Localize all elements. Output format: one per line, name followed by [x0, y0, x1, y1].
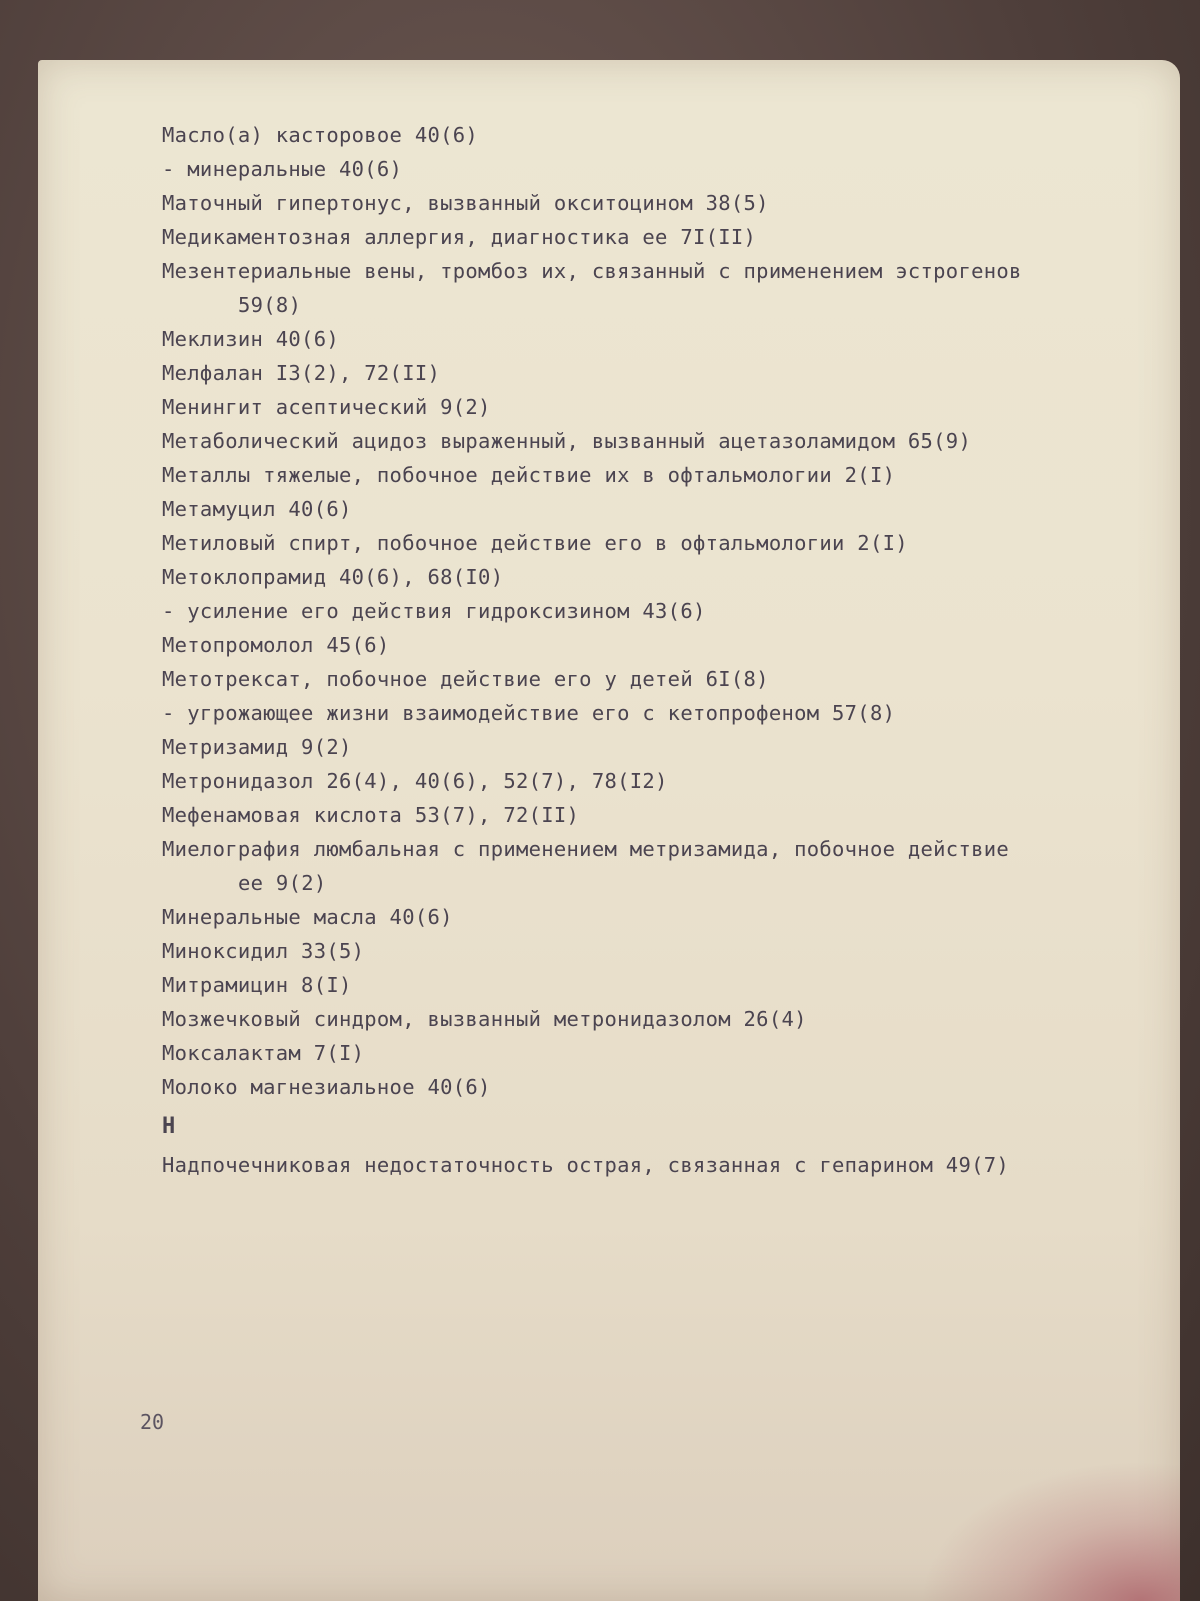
- index-entry: - минеральные 40(6): [162, 157, 403, 181]
- page-number: 20: [140, 1410, 165, 1434]
- index-entry: Мезентериальные вены, тромбоз их, связанный с применением эстрогенов 59(8): [162, 259, 1022, 317]
- index-entry: Метиловый спирт, побочное действие его в офтальмологии 2(I): [162, 531, 908, 555]
- index-entry: Моксалактам 7(I): [162, 1041, 365, 1065]
- index-entry: Метамуцил 40(6): [162, 497, 352, 521]
- index-entry: Менингит асептический 9(2): [162, 395, 491, 419]
- index-entry: Метронидазол 26(4), 40(6), 52(7), 78(I2): [162, 769, 668, 793]
- index-entry: Мозжечковый синдром, вызванный метронидазолом 26(4): [162, 1007, 807, 1031]
- index-entry: Мефенамовая кислота 53(7), 72(II): [162, 803, 580, 827]
- index-entry: Металлы тяжелые, побочное действие их в офтальмологии 2(I): [162, 463, 896, 487]
- index-entry: Маточный гипертонус, вызванный окситоцином 38(5): [162, 191, 769, 215]
- index-entry: Медикаментозная аллергия, диагностика ее 7I(II): [162, 225, 757, 249]
- index-text-block: [162, 118, 1042, 1182]
- index-entry: Митрамицин 8(I): [162, 973, 352, 997]
- index-entry: Миелография люмбальная с применением метризамида, побочное действие ее 9(2): [162, 837, 1010, 895]
- index-entry: Метризамид 9(2): [162, 735, 352, 759]
- index-entry: Миноксидил 33(5): [162, 939, 365, 963]
- index-entry: Метаболический ацидоз выраженный, вызванный ацетазоламидом 65(9): [162, 429, 972, 453]
- index-entry: Минеральные масла 40(6): [162, 905, 453, 929]
- index-entry: Метотрексат, побочное действие его у детей 6I(8): [162, 667, 769, 691]
- index-entry: - угрожающее жизни взаимодействие его с кетопрофеном 57(8): [162, 701, 896, 725]
- page-corner-shadow: [920, 1461, 1180, 1601]
- index-entry: Метоклопрамид 40(6), 68(I0): [162, 565, 504, 589]
- index-entry: - усиление его действия гидроксизином 43(6): [162, 599, 706, 623]
- index-entry: Масло(а) касторовое 40(6): [162, 123, 479, 147]
- index-entry: Меклизин 40(6): [162, 327, 339, 351]
- index-entry: Молоко магнезиальное 40(6): [162, 1075, 491, 1099]
- index-entry: Мелфалан I3(2), 72(II): [162, 361, 441, 385]
- letter-heading: Н: [162, 1114, 176, 1139]
- index-entry: Метопромолол 45(6): [162, 633, 390, 657]
- index-entry: Надпочечниковая недостаточность острая, связанная с гепарином 49(7): [162, 1153, 1010, 1177]
